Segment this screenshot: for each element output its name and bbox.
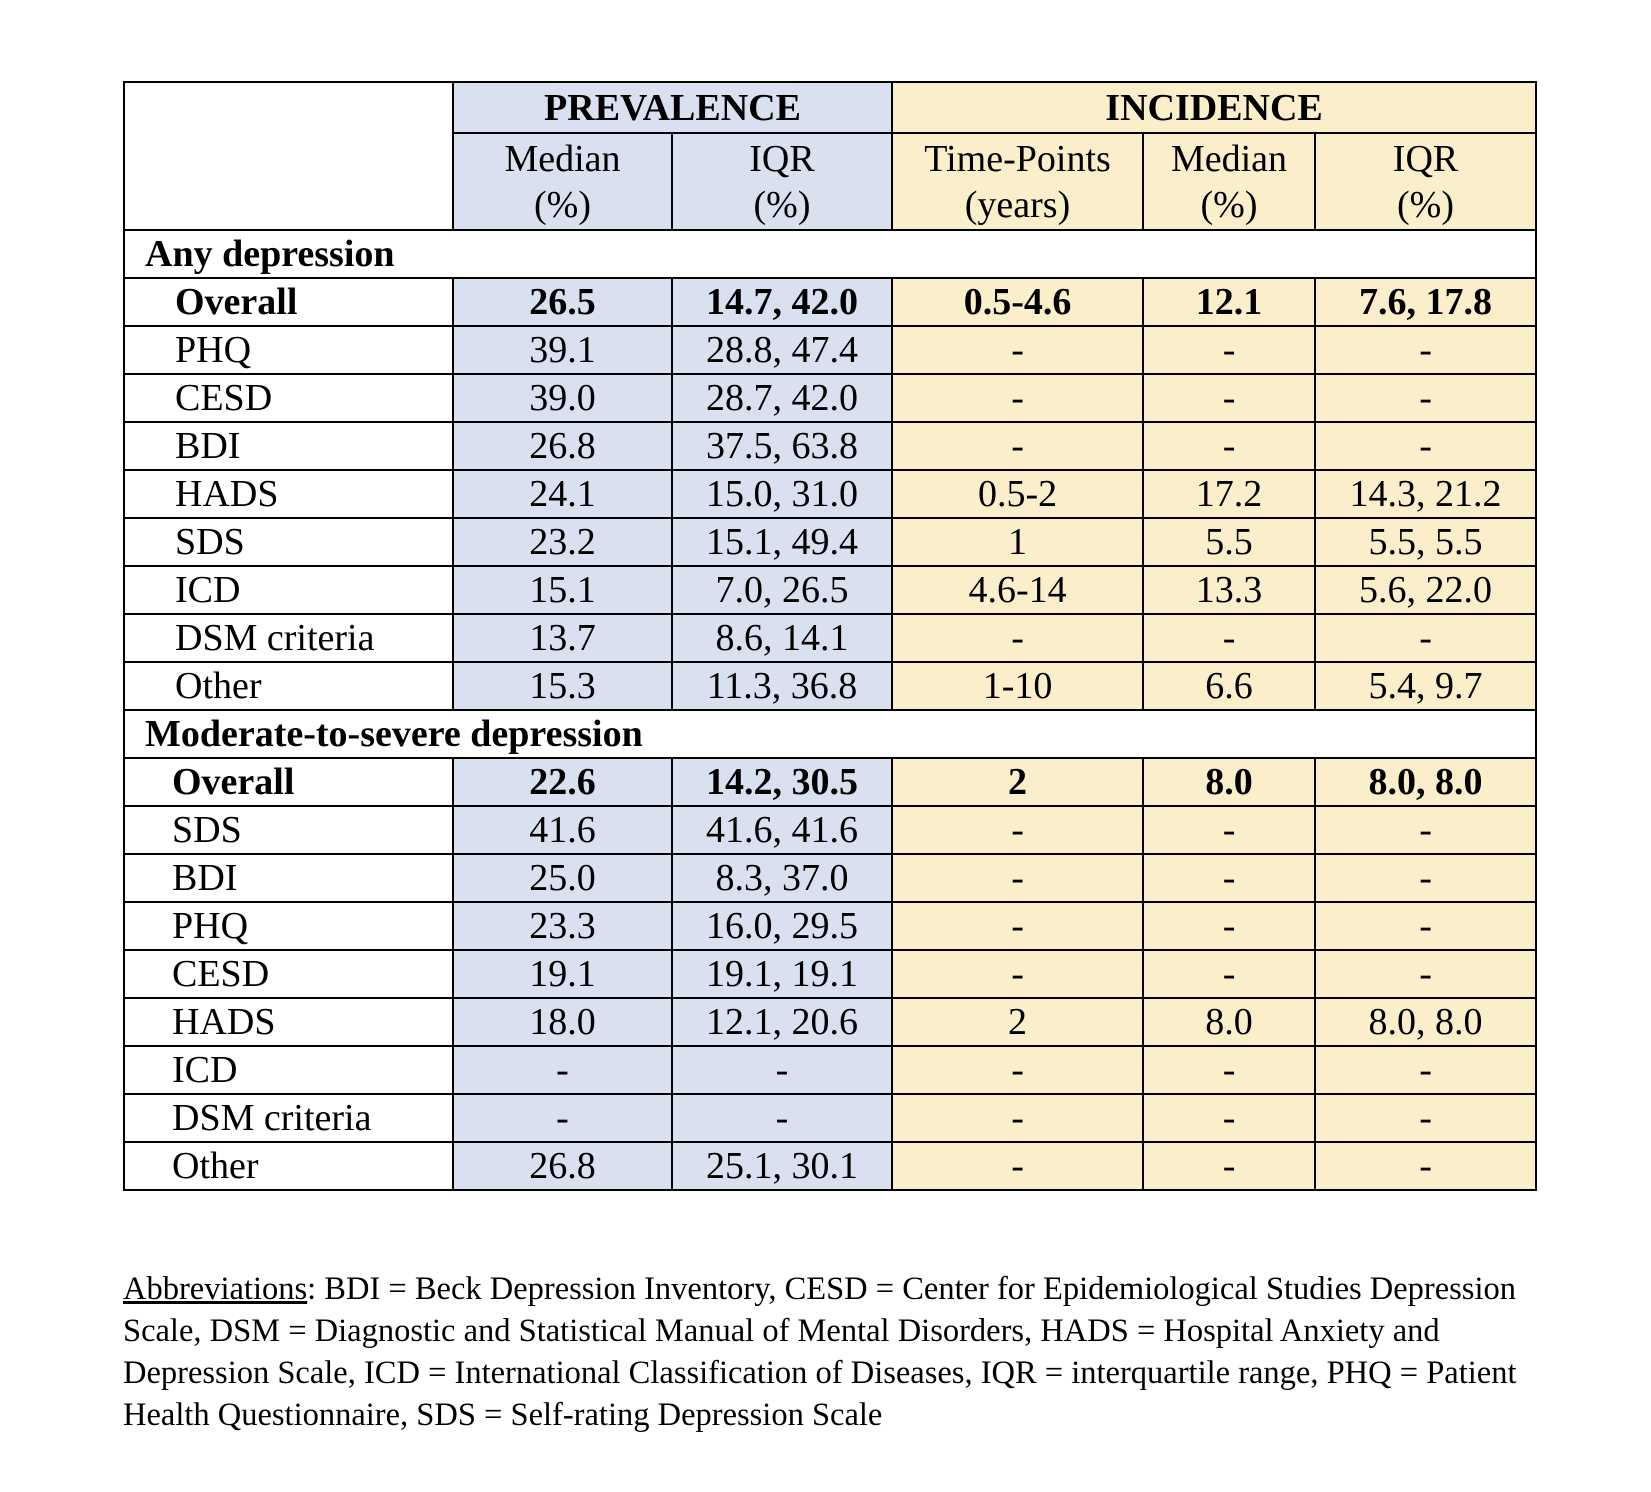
- section-title: Any depression: [124, 230, 1536, 278]
- table-cell: -: [453, 1046, 672, 1094]
- inc-timepoints-header: [892, 133, 1143, 230]
- table-row: [124, 758, 1536, 806]
- table-cell: 15.0, 31.0: [672, 470, 892, 518]
- table-cell: 11.3, 36.8: [672, 662, 892, 710]
- row-label: PHQ: [124, 326, 453, 374]
- table-row: [124, 566, 1536, 614]
- depression-table: [123, 81, 1537, 1191]
- table-row: [124, 614, 1536, 662]
- header-line-1: IQR: [1392, 137, 1459, 180]
- table-row: [124, 518, 1536, 566]
- header-line-1: Median: [1170, 137, 1288, 180]
- prev-median-header: [453, 133, 672, 230]
- table-cell: -: [1315, 1046, 1536, 1094]
- table-row: [124, 1094, 1536, 1142]
- table-row: [124, 902, 1536, 950]
- table-cell: 41.6, 41.6: [672, 806, 892, 854]
- table-cell: 26.5: [453, 278, 672, 326]
- table-cell: 12.1, 20.6: [672, 998, 892, 1046]
- table-row: [124, 806, 1536, 854]
- table-cell: 12.1: [1143, 278, 1315, 326]
- table-cell: -: [1143, 806, 1315, 854]
- header-line-2: (%): [1397, 183, 1454, 226]
- table-cell: -: [672, 1094, 892, 1142]
- table-cell: 5.5: [1143, 518, 1315, 566]
- table-cell: -: [892, 1094, 1143, 1142]
- table-cell: 28.7, 42.0: [672, 374, 892, 422]
- table-row: [124, 998, 1536, 1046]
- table-cell: -: [892, 854, 1143, 902]
- header-line-2: (%): [534, 183, 591, 226]
- row-label: BDI: [124, 854, 453, 902]
- table-cell: -: [1143, 422, 1315, 470]
- table-cell: 1: [892, 518, 1143, 566]
- table-cell: 15.3: [453, 662, 672, 710]
- row-label: PHQ: [124, 902, 453, 950]
- prevalence-header: PREVALENCE: [453, 82, 892, 133]
- table-cell: 18.0: [453, 998, 672, 1046]
- table-cell: -: [1315, 902, 1536, 950]
- row-label: Overall: [124, 758, 453, 806]
- table-cell: 8.0, 8.0: [1315, 758, 1536, 806]
- table-cell: 39.0: [453, 374, 672, 422]
- table-cell: -: [1143, 614, 1315, 662]
- table-cell: 24.1: [453, 470, 672, 518]
- row-label: Overall: [124, 278, 453, 326]
- table-cell: -: [1315, 374, 1536, 422]
- row-label: DSM criteria: [124, 1094, 453, 1142]
- table-cell: -: [892, 950, 1143, 998]
- table-cell: 5.6, 22.0: [1315, 566, 1536, 614]
- header-line-2: (%): [1200, 183, 1258, 226]
- table-row: [124, 374, 1536, 422]
- table-cell: 4.6-14: [892, 566, 1143, 614]
- table-cell: -: [1143, 950, 1315, 998]
- row-label: Other: [124, 662, 453, 710]
- table-cell: -: [672, 1046, 892, 1094]
- table-cell: 25.0: [453, 854, 672, 902]
- table-cell: -: [1315, 950, 1536, 998]
- header-line-1: IQR: [749, 137, 815, 180]
- table-cell: 16.0, 29.5: [672, 902, 892, 950]
- table-cell: 19.1: [453, 950, 672, 998]
- table-cell: 2: [892, 758, 1143, 806]
- table-cell: -: [892, 326, 1143, 374]
- row-label: ICD: [124, 566, 453, 614]
- table-row: [124, 854, 1536, 902]
- table-cell: 13.7: [453, 614, 672, 662]
- inc-iqr-header: [1315, 133, 1536, 230]
- table-cell: 15.1, 49.4: [672, 518, 892, 566]
- table-cell: 8.0, 8.0: [1315, 998, 1536, 1046]
- table-cell: 14.2, 30.5: [672, 758, 892, 806]
- header-line-1: Median: [504, 137, 621, 180]
- table-row: [124, 662, 1536, 710]
- table-cell: -: [892, 422, 1143, 470]
- row-label: HADS: [124, 998, 453, 1046]
- row-label: CESD: [124, 950, 453, 998]
- table-row: [124, 326, 1536, 374]
- table-cell: 8.6, 14.1: [672, 614, 892, 662]
- table-cell: -: [892, 614, 1143, 662]
- table-row: [124, 470, 1536, 518]
- table-cell: 5.5, 5.5: [1315, 518, 1536, 566]
- table-cell: -: [1315, 1142, 1536, 1190]
- table-cell: 26.8: [453, 422, 672, 470]
- row-label: BDI: [124, 422, 453, 470]
- header-blank-cell: [124, 82, 453, 230]
- incidence-header: INCIDENCE: [892, 82, 1536, 133]
- footnote-label: Abbreviations: [123, 1271, 308, 1307]
- table-cell: 25.1, 30.1: [672, 1142, 892, 1190]
- table-cell: -: [1143, 326, 1315, 374]
- table-row: [124, 1142, 1536, 1190]
- table-cell: 41.6: [453, 806, 672, 854]
- row-label: SDS: [124, 806, 453, 854]
- table-row: [124, 278, 1536, 326]
- table-cell: 14.7, 42.0: [672, 278, 892, 326]
- table-row: [124, 1046, 1536, 1094]
- table-cell: 14.3, 21.2: [1315, 470, 1536, 518]
- table-cell: -: [1315, 854, 1536, 902]
- table-cell: 7.6, 17.8: [1315, 278, 1536, 326]
- table-cell: 8.0: [1143, 758, 1315, 806]
- table-cell: -: [1143, 854, 1315, 902]
- inc-median-header: [1143, 133, 1315, 230]
- table-cell: -: [1315, 806, 1536, 854]
- table-cell: 22.6: [453, 758, 672, 806]
- table-row: [124, 422, 1536, 470]
- row-label: SDS: [124, 518, 453, 566]
- section-row: [124, 710, 1536, 758]
- table-cell: -: [1315, 1094, 1536, 1142]
- table-cell: -: [892, 806, 1143, 854]
- table-cell: -: [1315, 614, 1536, 662]
- table-cell: -: [892, 1142, 1143, 1190]
- table-cell: 1-10: [892, 662, 1143, 710]
- row-label: HADS: [124, 470, 453, 518]
- table-cell: -: [1143, 1142, 1315, 1190]
- row-label: Other: [124, 1142, 453, 1190]
- table-cell: 23.2: [453, 518, 672, 566]
- prev-iqr-header: [672, 133, 892, 230]
- table-cell: -: [1315, 422, 1536, 470]
- table-cell: -: [892, 1046, 1143, 1094]
- table-cell: -: [453, 1094, 672, 1142]
- header-line-2: (years): [964, 183, 1071, 226]
- row-label: CESD: [124, 374, 453, 422]
- section-title: Moderate-to-severe depression: [124, 710, 1536, 758]
- header-group-row: [124, 82, 1536, 133]
- table-cell: 28.8, 47.4: [672, 326, 892, 374]
- table-cell: 13.3: [1143, 566, 1315, 614]
- table-cell: 2: [892, 998, 1143, 1046]
- table-cell: 17.2: [1143, 470, 1315, 518]
- abbreviations-footnote: [123, 1268, 1563, 1436]
- table-cell: -: [1143, 1094, 1315, 1142]
- table-cell: -: [1143, 374, 1315, 422]
- section-row: [124, 230, 1536, 278]
- table-cell: 8.0: [1143, 998, 1315, 1046]
- table-cell: 15.1: [453, 566, 672, 614]
- table-cell: 37.5, 63.8: [672, 422, 892, 470]
- table-cell: 39.1: [453, 326, 672, 374]
- row-label: DSM criteria: [124, 614, 453, 662]
- header-line-2: (%): [753, 183, 811, 226]
- row-label: ICD: [124, 1046, 453, 1094]
- table-cell: 19.1, 19.1: [672, 950, 892, 998]
- footnote-text: : BDI = Beck Depression Inventory, CESD = Center for Epidemiological Studies Depression Scale, DSM = Diagnostic and Statistical Manual of Mental Disorders, HADS = Hospital Anxiety and Depression Scale, ICD = International Classification of Diseases, IQR = interquartile range, PHQ = Patient Health Questionnaire, SDS = Self-rating Depression Scale: [123, 1271, 1517, 1433]
- table-cell: 6.6: [1143, 662, 1315, 710]
- header-line-1: Time-Points: [924, 137, 1111, 180]
- table-cell: 5.4, 9.7: [1315, 662, 1536, 710]
- table-row: [124, 950, 1536, 998]
- table-cell: 8.3, 37.0: [672, 854, 892, 902]
- table-cell: 0.5-4.6: [892, 278, 1143, 326]
- table-cell: 23.3: [453, 902, 672, 950]
- table-cell: 7.0, 26.5: [672, 566, 892, 614]
- table-cell: -: [892, 374, 1143, 422]
- table-cell: -: [1143, 1046, 1315, 1094]
- table-cell: -: [1143, 902, 1315, 950]
- table-cell: -: [1315, 326, 1536, 374]
- table-cell: -: [892, 902, 1143, 950]
- table-cell: 26.8: [453, 1142, 672, 1190]
- table-cell: 0.5-2: [892, 470, 1143, 518]
